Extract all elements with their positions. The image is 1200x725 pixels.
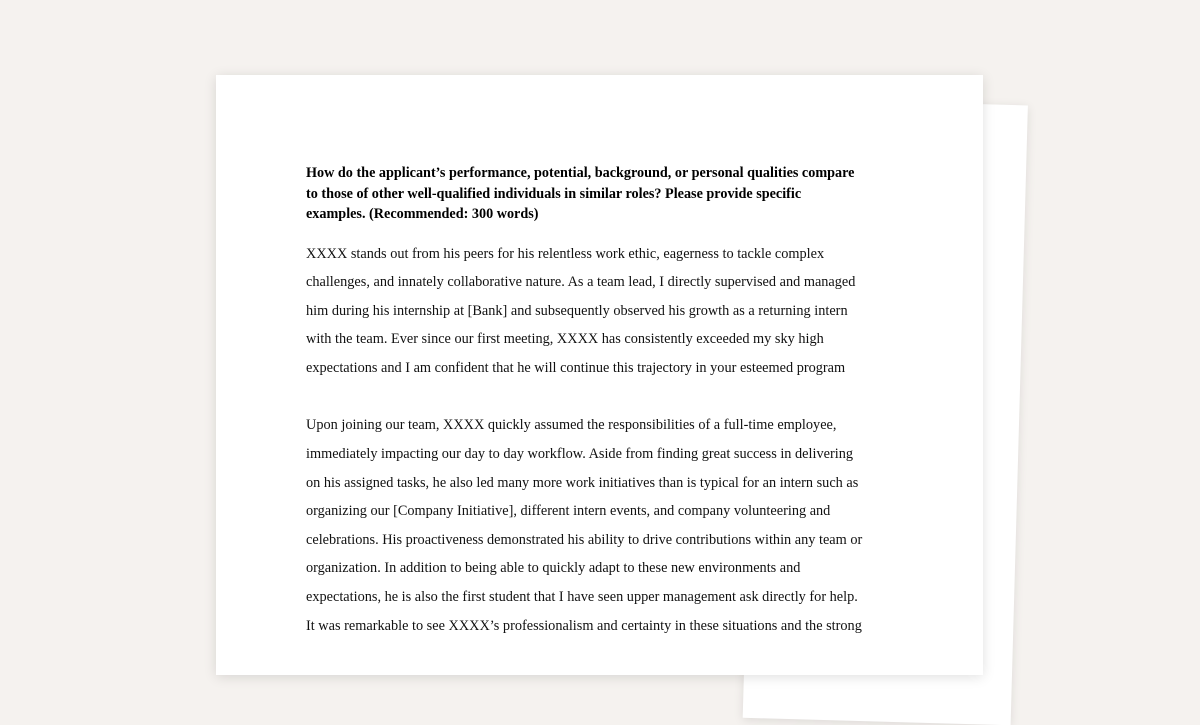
document-page: [216, 75, 983, 675]
paragraph-intro: [306, 240, 902, 383]
question-line: examples. (Recommended: 300 words): [306, 206, 539, 222]
paragraph-line: expectations, he is also the first student that I have seen upper management ask directly for help.: [306, 589, 858, 606]
paragraph-line: organizing our [Company Initiative], different intern events, and company volunteering and: [306, 503, 831, 520]
paragraph-line: challenges, and innately collaborative nature. As a team lead, I directly supervised and managed: [306, 274, 856, 291]
paragraph-body: [306, 411, 902, 640]
paragraph-line: It was remarkable to see XXXX’s professionalism and certainty in these situations and the strong: [306, 617, 862, 634]
question-heading: [306, 163, 902, 225]
paragraph-line: on his assigned tasks, he also led many more work initiatives than is typical for an intern such as: [306, 474, 859, 491]
paragraph-line: expectations and I am confident that he will continue this trajectory in your esteemed program: [306, 359, 846, 376]
paragraph-line: XXXX stands out from his peers for his relentless work ethic, eagerness to tackle complex: [306, 245, 825, 262]
question-line: How do the applicant’s performance, potential, background, or personal qualities compare: [306, 165, 855, 181]
paragraph-line: with the team. Ever since our first meeting, XXXX has consistently exceeded my sky high: [306, 331, 824, 348]
question-line: to those of other well-qualified individuals in similar roles? Please provide specific: [306, 185, 802, 202]
document-content: [306, 163, 902, 640]
paragraph-line: immediately impacting our day to day workflow. Aside from finding great success in delivering: [306, 446, 853, 463]
paragraph-line: Upon joining our team, XXXX quickly assumed the responsibilities of a full-time employee,: [306, 417, 837, 434]
paragraph-line: organization. In addition to being able to quickly adapt to these new environments and: [306, 560, 801, 577]
paragraph-line: celebrations. His proactiveness demonstrated his ability to drive contributions within any team or: [306, 531, 863, 548]
paragraph-line: him during his internship at [Bank] and subsequently observed his growth as a returning intern: [306, 302, 848, 319]
